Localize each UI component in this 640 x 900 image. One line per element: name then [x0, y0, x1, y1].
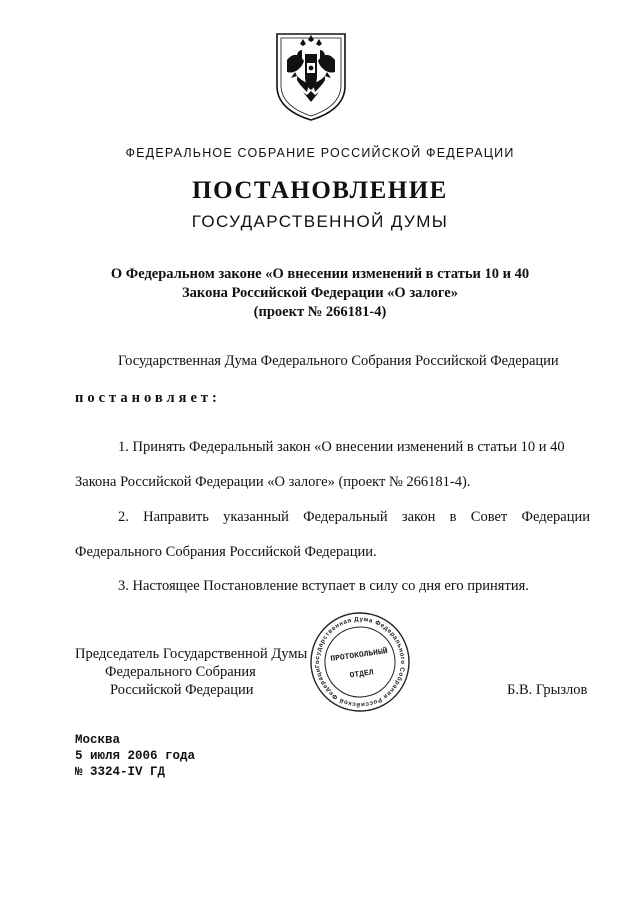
resolution-item: 3. Настоящее Постановление вступает в силу со дня его принятия.: [118, 578, 529, 594]
resolution-item: 1. Принять Федеральный закон «О внесении изменений в статьи 10 и 40: [118, 439, 565, 455]
signatory-title-line: Федерального Собрания: [105, 664, 256, 680]
resolution-item-continuation: Закона Российской Федерации «О залоге» (проект № 266181-4).: [75, 474, 471, 490]
document-type: ПОСТАНОВЛЕНИЕ: [192, 177, 448, 204]
subject-line: Закона Российской Федерации «О залоге»: [182, 285, 458, 301]
date-of-signing: 5 июля 2006 года: [75, 749, 196, 763]
svg-text:ПРОТОКОЛЬНЫЙ: ПРОТОКОЛЬНЫЙ: [329, 647, 389, 665]
document-number: № 3324-IV ГД: [75, 765, 166, 779]
signatory-name: Б.В. Грызлов: [507, 682, 588, 698]
signatory-title-line: Председатель Государственной Думы: [75, 646, 308, 662]
document-issuer: ГОСУДАРСТВЕННОЙ ДУМЫ: [191, 212, 449, 231]
resolves-label: постановляет:: [75, 390, 221, 406]
place-of-signing: Москва: [75, 733, 121, 747]
svg-text:Государственная Дума Федеральн: Государственная Дума Федерального Собрания Российской Федерации: [313, 615, 407, 709]
resolution-item: 2. Направить указанный Федеральный закон в Совет Федерации: [118, 509, 590, 525]
subject-line: (проект № 266181-4): [253, 304, 387, 320]
resolution-item-continuation: Федерального Собрания Российской Федерации.: [75, 544, 377, 560]
coat-of-arms-icon: [273, 30, 349, 122]
preamble: Государственная Дума Федерального Собрания Российской Федерации: [118, 353, 559, 369]
svg-text:ОТДЕЛ: ОТДЕЛ: [349, 668, 375, 681]
official-stamp: [308, 610, 412, 714]
subject-line: О Федеральном законе «О внесении изменений в статьи 10 и 40: [110, 266, 530, 282]
signatory-title-line: Российской Федерации: [110, 682, 254, 698]
parliament-title: ФЕДЕРАЛЬНОЕ СОБРАНИЕ РОССИЙСКОЙ ФЕДЕРАЦИИ: [125, 146, 515, 160]
